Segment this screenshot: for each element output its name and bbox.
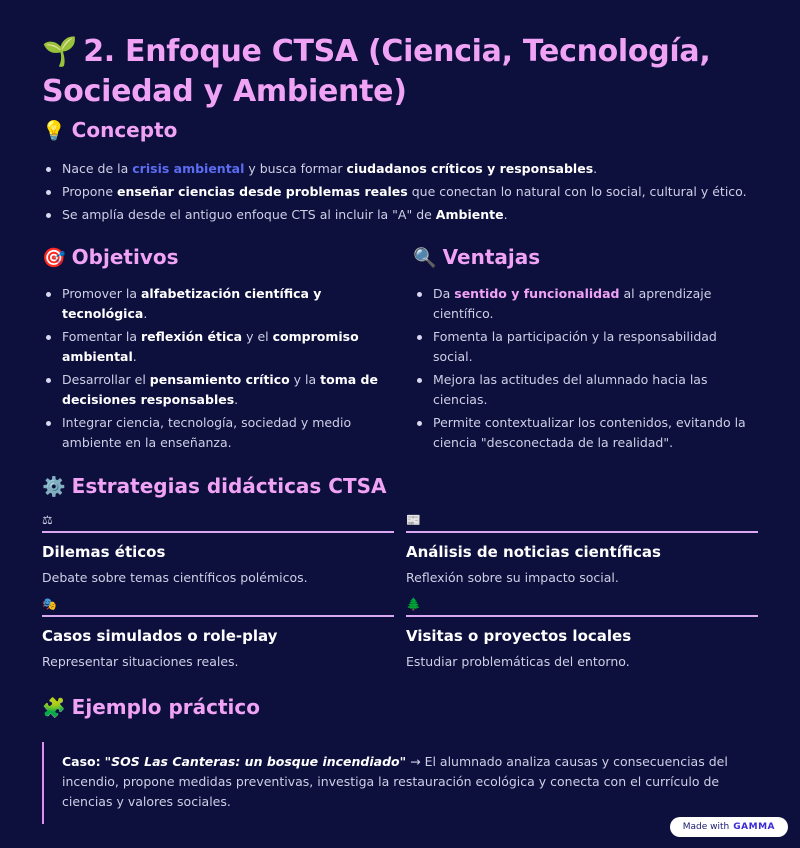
objectives-heading-text: Objetivos xyxy=(71,245,179,269)
strategy-card-desc: Estudiar problemáticas del entorno. xyxy=(406,654,630,669)
divider xyxy=(406,531,758,533)
strategies-section xyxy=(42,472,758,681)
example-section xyxy=(42,693,758,824)
page-title-text: 2. Enfoque CTSA (Ciencia, Tecnología, Sociedad y Ambiente) xyxy=(42,34,711,109)
list-item: Promover la alfabetización científica y tecnológica. xyxy=(42,284,387,324)
puzzle-icon: 🧩 xyxy=(42,697,66,719)
target-icon: 🎯 xyxy=(42,247,66,269)
advantages-section xyxy=(413,243,758,456)
concept-heading-text: Concepto xyxy=(71,118,178,142)
list-item: Permite contextualizar los contenidos, evitando la ciencia "desconectada de la realidad". xyxy=(413,413,758,453)
strategies-heading-text: Estrategias didácticas CTSA xyxy=(71,474,387,498)
strategy-card-title: Dilemas éticos xyxy=(42,543,166,561)
strategy-grid xyxy=(42,513,758,681)
badge-prefix: Made with xyxy=(682,822,730,832)
advantages-heading xyxy=(413,243,758,272)
tree-icon: 🌲 xyxy=(406,597,421,611)
gamma-logo: GAMMA xyxy=(733,822,775,832)
seedling-icon: 🌱 xyxy=(42,35,78,68)
objectives-section xyxy=(42,243,387,456)
concept-heading xyxy=(42,116,758,145)
strategy-card-roleplay xyxy=(42,597,394,681)
example-heading-text: Ejemplo práctico xyxy=(71,695,261,719)
list-item: Fomenta la participación y la responsabilidad social. xyxy=(413,327,758,367)
advantages-heading-text: Ventajas xyxy=(442,245,541,269)
scales-icon: ⚖ xyxy=(42,513,53,527)
theater-masks-icon: 🎭 xyxy=(42,597,57,611)
example-blockquote xyxy=(42,742,758,824)
concept-section xyxy=(42,116,758,225)
objectives-heading xyxy=(42,243,387,272)
lightbulb-icon: 💡 xyxy=(42,120,66,142)
case-title: "SOS Las Canteras: un bosque incendiado" xyxy=(104,754,407,769)
gear-icon: ⚙️ xyxy=(42,476,66,498)
list-item: Fomentar la reflexión ética y el compromiso ambiental. xyxy=(42,327,387,367)
divider xyxy=(42,615,394,617)
made-with-gamma-badge[interactable] xyxy=(670,817,788,837)
strategy-card-title: Casos simulados o role-play xyxy=(42,627,278,645)
strategy-card-noticias xyxy=(406,513,758,597)
page-title xyxy=(42,32,758,112)
list-item: Da sentido y funcionalidad al aprendizaje científico. xyxy=(413,284,758,324)
concept-list xyxy=(42,159,758,225)
list-item: Mejora las actitudes del alumnado hacia las ciencias. xyxy=(413,370,758,410)
strategy-card-visitas xyxy=(406,597,758,681)
strategy-card-desc: Representar situaciones reales. xyxy=(42,654,239,669)
divider xyxy=(42,531,394,533)
divider xyxy=(406,615,758,617)
strategy-card-dilemas xyxy=(42,513,394,597)
example-heading xyxy=(42,693,758,722)
list-item: Propone enseñar ciencias desde problemas reales que conectan lo natural con lo social, cultural y ético. xyxy=(42,182,758,202)
strategy-card-title: Visitas o proyectos locales xyxy=(406,627,632,645)
list-item: Integrar ciencia, tecnología, sociedad y medio ambiente en la enseñanza. xyxy=(42,413,387,453)
strategy-card-desc: Debate sobre temas científicos polémicos. xyxy=(42,570,308,585)
list-item: Desarrollar el pensamiento crítico y la toma de decisiones responsables. xyxy=(42,370,387,410)
case-label: Caso: xyxy=(62,754,101,769)
objectives-list xyxy=(42,284,387,453)
objectives-advantages-row xyxy=(42,243,758,456)
strategy-card-desc: Reflexión sobre su impacto social. xyxy=(406,570,619,585)
list-item: Nace de la crisis ambiental y busca formar ciudadanos críticos y responsables. xyxy=(42,159,758,179)
case-text: → El alumnado analiza causas y consecuencias del incendio, propone medidas preventivas, investiga la restauración ecológica y conecta con el currículo de ciencias y valores sociales. xyxy=(62,754,728,809)
magnifier-icon: 🔍 xyxy=(413,247,437,269)
strategies-heading xyxy=(42,472,758,501)
advantages-list xyxy=(413,284,758,453)
strategy-card-title: Análisis de noticias científicas xyxy=(406,543,661,561)
newspaper-icon: 📰 xyxy=(406,513,421,527)
list-item: Se amplía desde el antiguo enfoque CTS al incluir la "A" de Ambiente. xyxy=(42,205,758,225)
